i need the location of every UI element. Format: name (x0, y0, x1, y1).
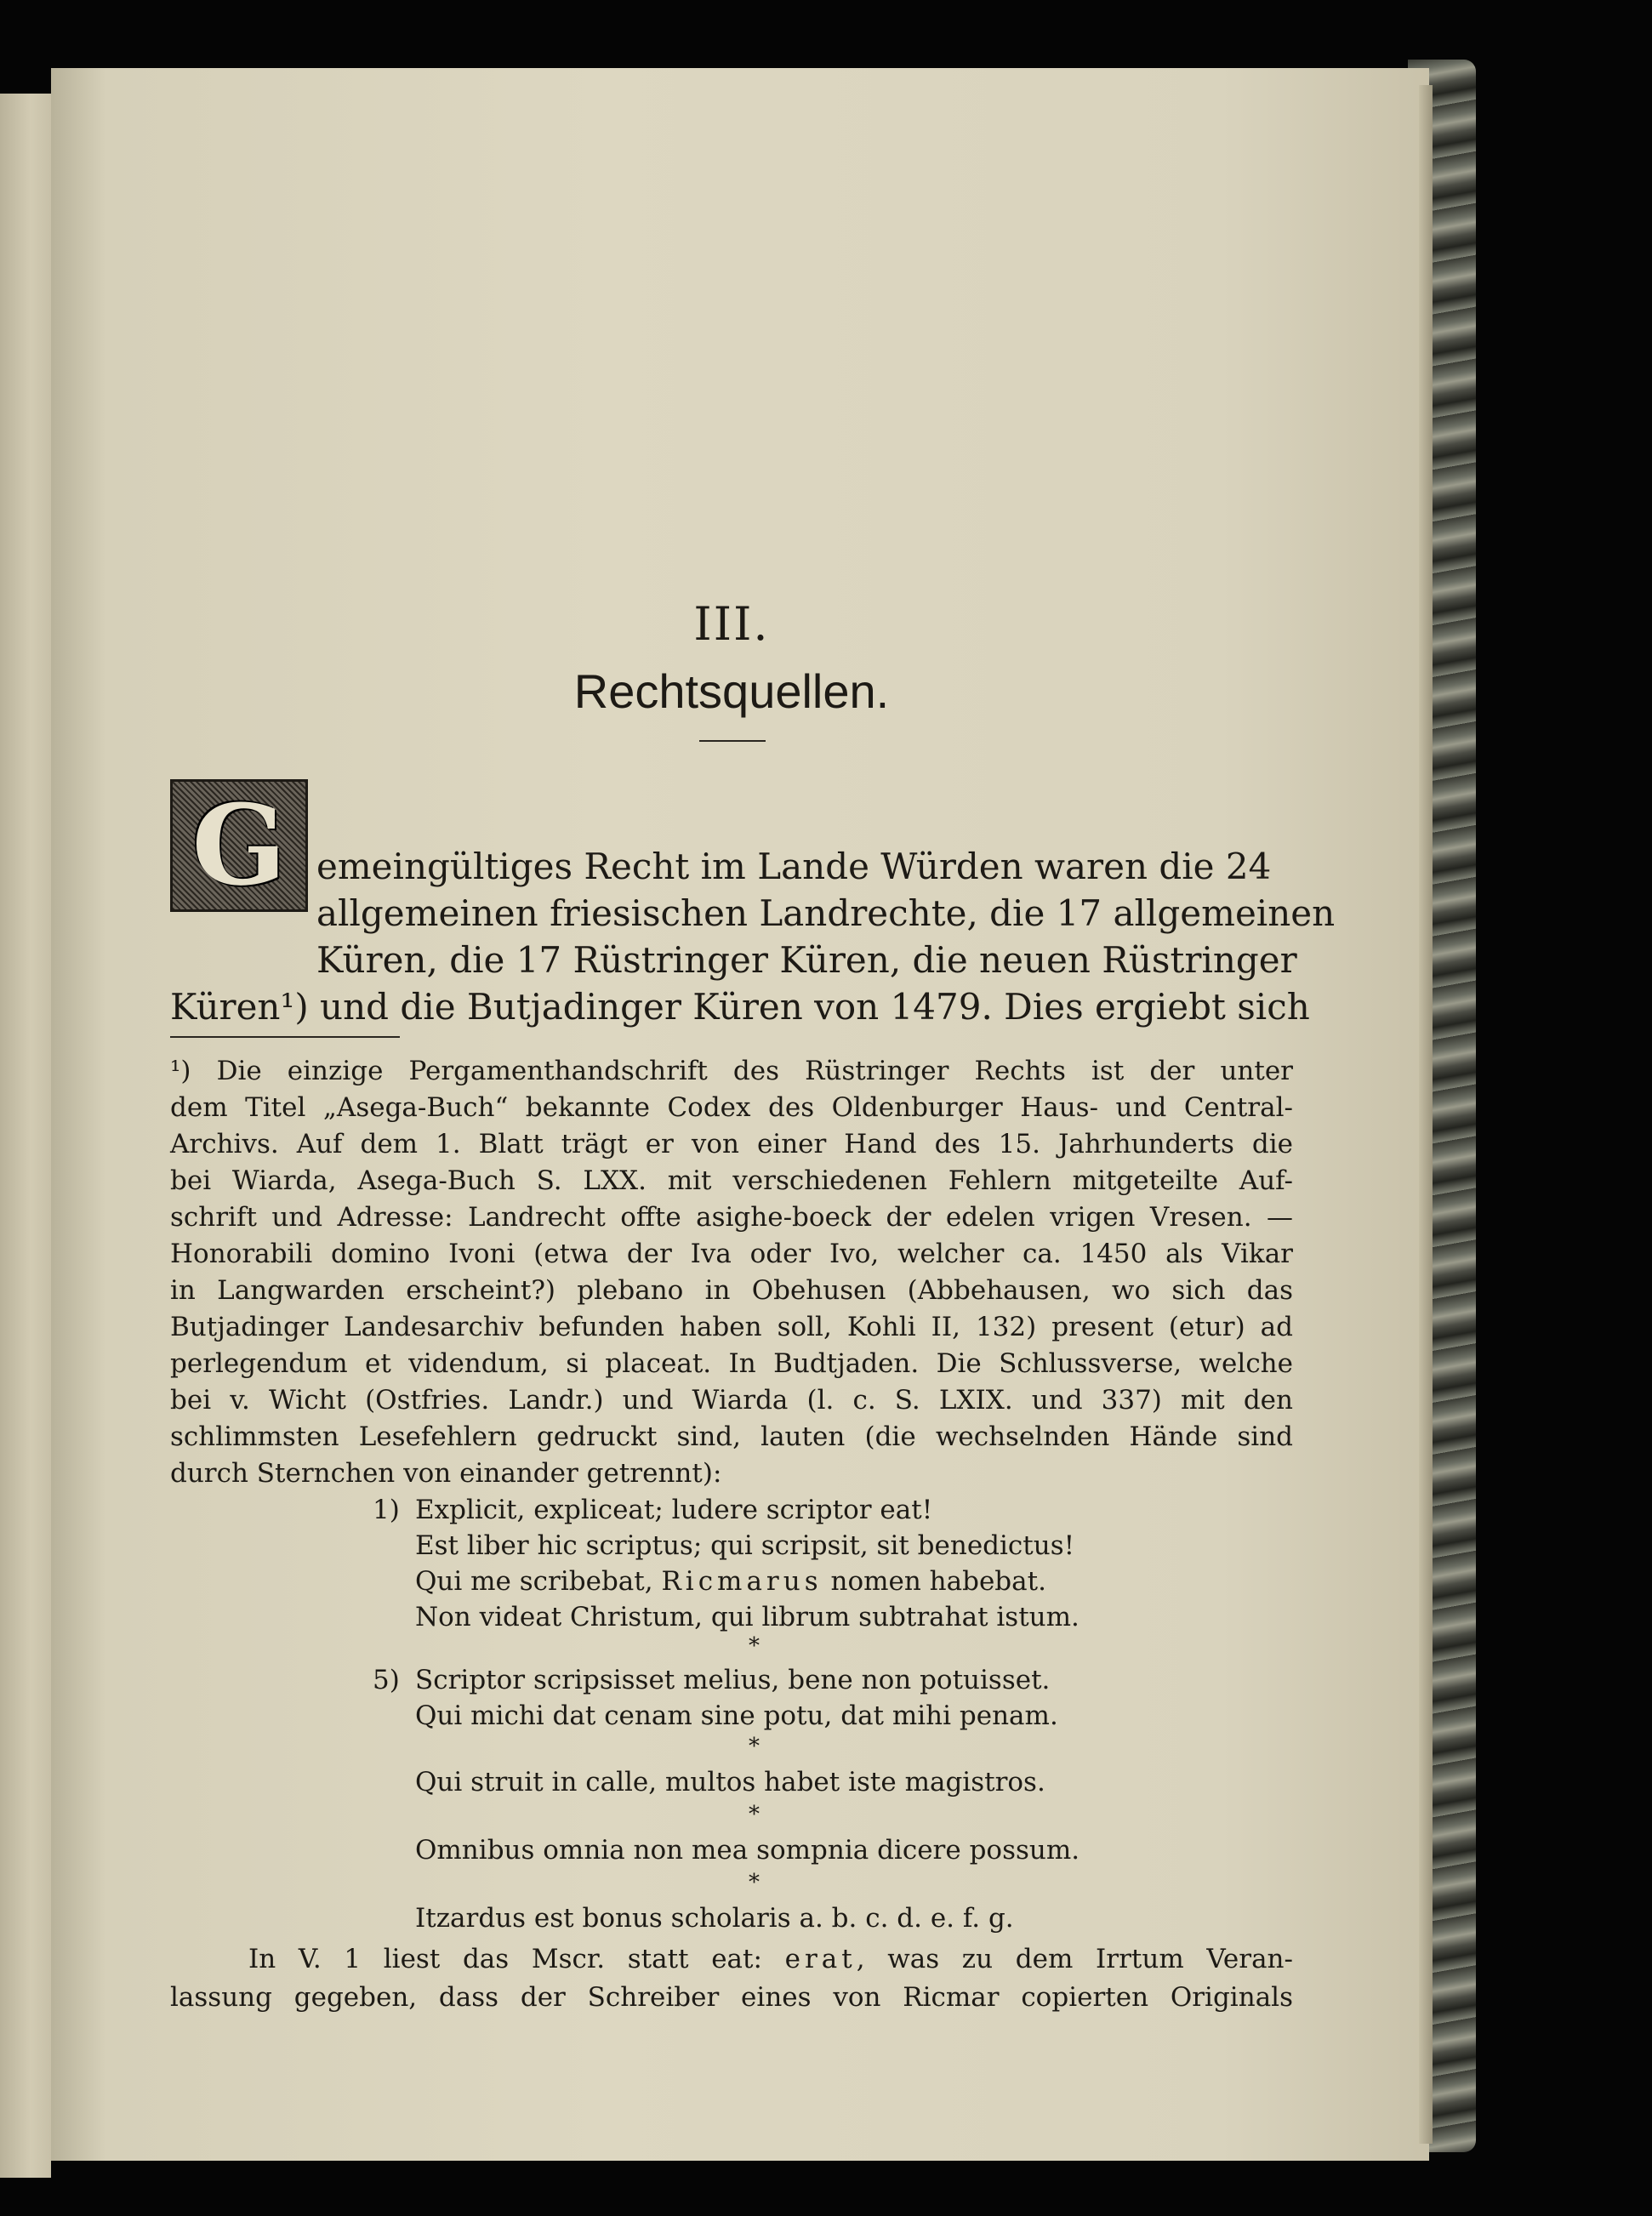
verse-line-1: Explicit, expliceat; ludere scriptor eat! (415, 1495, 933, 1525)
footnote-line-4: bei Wiarda, Asega-Buch S. LXX. mit verschiedenen Fehlern mitgeteilte Auf- (170, 1165, 1293, 1196)
body-line-3: Küren, die 17 Rüstringer Küren, die neuen Rüstringer (316, 939, 1297, 981)
chapter-numeral: III. (693, 597, 770, 651)
verse-line-8: Omnibus omnia non mea sompnia dicere possum. (415, 1835, 1080, 1866)
verse-line-3 (415, 1566, 1046, 1597)
footnote-line-1: ¹) Die einzige Pergamenthandschrift des Rüstringer Rechts ist der unter (170, 1056, 1293, 1086)
verse-line-7: Qui struit in calle, multos habet iste magistros. (415, 1767, 1045, 1797)
separator-star-1: * (749, 1633, 760, 1659)
verse-line-3-start: Qui me scribebat, (415, 1566, 662, 1597)
closing-line-1-end: , was zu dem Irrtum Veran- (856, 1944, 1293, 1974)
verse-line-2: Est liber hic scriptus; qui scripsit, sit benedictus! (415, 1530, 1075, 1561)
body-line-2: allgemeinen friesischen Landrechte, die 17 allgemeinen (316, 892, 1336, 934)
page-fore-edge (1419, 85, 1433, 2144)
closing-line-2: lassung gegeben, dass der Schreiber eines von Ricmar copierten Originals (170, 1982, 1293, 2013)
verse-number-1: 1) (373, 1495, 400, 1525)
title-rule (699, 740, 766, 742)
footnote-line-11: schlimmsten Lesefehlern gedruckt sind, lauten (die wechselnden Hände sind (170, 1421, 1293, 1452)
separator-star-2: * (749, 1734, 760, 1759)
verse-line-4: Non videat Christum, qui librum subtrahat istum. (415, 1602, 1079, 1632)
footnote-line-10: bei v. Wicht (Ostfries. Landr.) und Wiarda (l. c. S. LXIX. und 337) mit den (170, 1385, 1293, 1416)
verse-name-ricmarus: Ricmarus (661, 1566, 823, 1597)
verse-line-3-end: nomen habebat. (822, 1566, 1046, 1597)
footnote-line-6: Honorabili domino Ivoni (etwa der Iva oder Ivo, welcher ca. 1450 als Vikar (170, 1239, 1293, 1269)
separator-star-3: * (749, 1802, 760, 1827)
verse-number-5: 5) (373, 1665, 400, 1695)
footnote-line-9: perlegendum et videndum, si placeat. In Budtjaden. Die Schlussverse, welche (170, 1348, 1293, 1379)
closing-line-1 (170, 1946, 1293, 1973)
verse-line-9: Itzardus est bonus scholaris a. b. c. d. e. f. g. (415, 1903, 1014, 1934)
footnote-line-8: Butjadinger Landesarchiv befunden haben soll, Kohli II, 132) present (etur) ad (170, 1312, 1293, 1342)
footnote-line-7: in Langwarden erscheint?) plebano in Obehusen (Abbehausen, wo sich das (170, 1275, 1293, 1306)
body-line-1: emeingültiges Recht im Lande Würden waren die 24 (316, 846, 1272, 887)
footnote-line-2: dem Titel „Asega-Buch“ bekannte Codex des Oldenburger Haus- und Central- (170, 1092, 1293, 1123)
footnote-line-3: Archivs. Auf dem 1. Blatt trägt er von einer Hand des 15. Jahrhunderts die (170, 1129, 1293, 1159)
footnote-line-12: durch Sternchen von einander getrennt): (170, 1458, 722, 1489)
verse-line-5: Scriptor scripsisset melius, bene non potuisset. (415, 1665, 1051, 1695)
closing-line-1-start: In V. 1 liest das Mscr. statt eat: (248, 1944, 785, 1974)
separator-star-4: * (749, 1870, 760, 1895)
book-page (51, 68, 1429, 2161)
left-page-edge (0, 94, 51, 2178)
footnote-rule (170, 1036, 400, 1038)
closing-word-erat: erat (784, 1944, 857, 1974)
chapter-title: Rechtsquellen. (573, 664, 890, 718)
initial-letter: G (191, 780, 287, 910)
decorated-initial (170, 779, 308, 912)
verse-line-6: Qui michi dat cenam sine potu, dat mihi penam. (415, 1700, 1058, 1731)
footnote-line-5: schrift und Adresse: Landrecht offte asighe-boeck der edelen vrigen Vresen. — (170, 1202, 1293, 1233)
body-line-4: Küren¹) und die Butjadinger Küren von 1479. Dies ergiebt sich (170, 986, 1310, 1028)
